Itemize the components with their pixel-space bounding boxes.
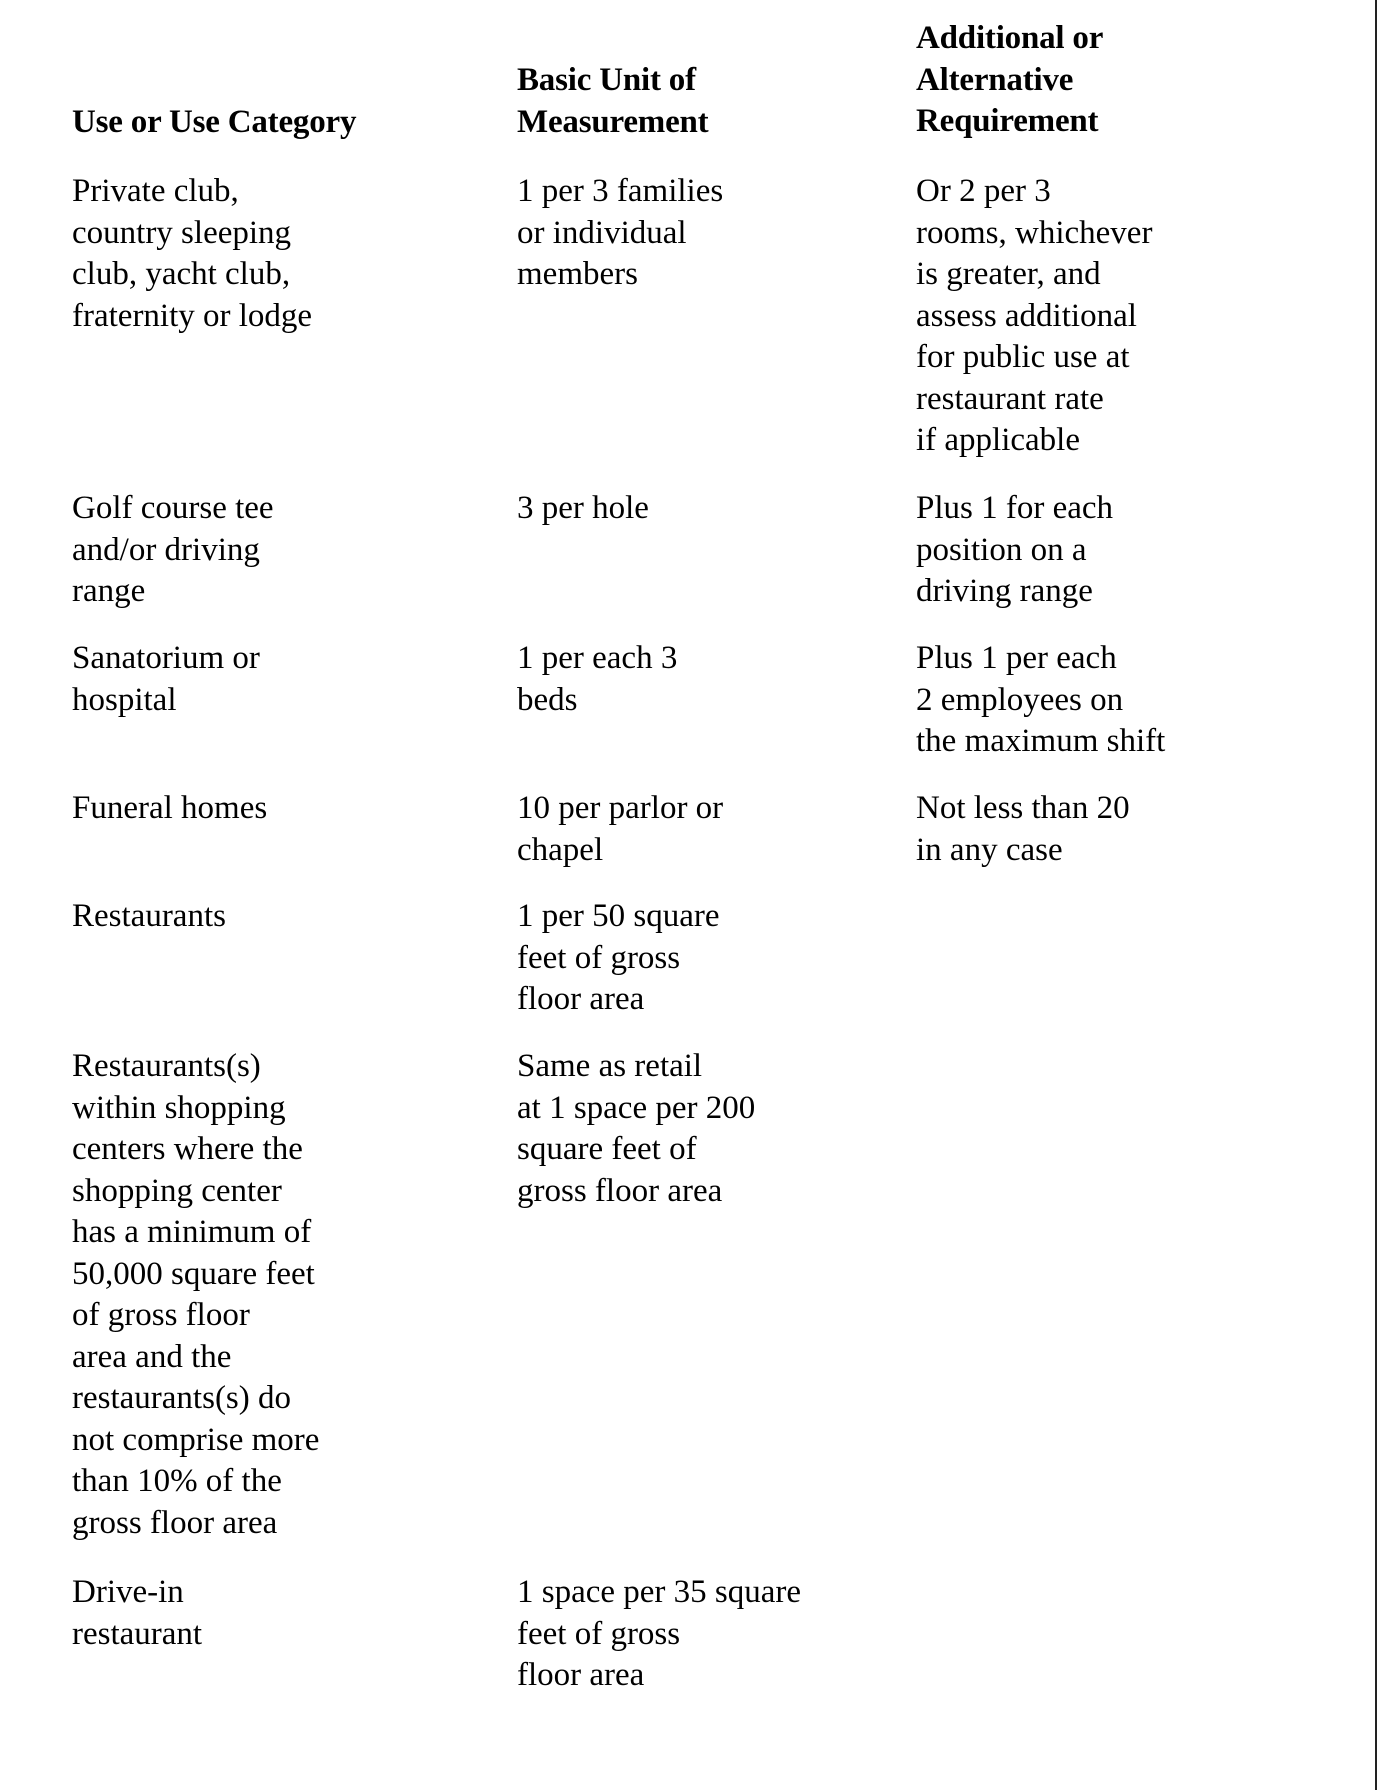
row-3-basic-unit: 1 per each 3 beds <box>517 640 678 718</box>
row-4-additional: Not less than 20 in any case <box>916 790 1130 868</box>
row-3-use: Sanatorium or hospital <box>72 640 260 718</box>
row-5-basic-unit: 1 per 50 square feet of gross floor area <box>517 898 720 1017</box>
row-3-additional: Plus 1 per each 2 employees on the maximum shift <box>916 640 1166 759</box>
row-7-basic-unit: 1 space per 35 square feet of gross floor area <box>517 1574 802 1693</box>
row-2-use: Golf course tee and/or driving range <box>72 490 274 609</box>
row-2-basic-unit: 3 per hole <box>517 490 649 526</box>
row-5-use: Restaurants <box>72 898 226 934</box>
header-additional-requirement: Additional or Alternative Requirement <box>916 20 1104 139</box>
header-use-category: Use or Use Category <box>72 104 357 140</box>
row-2-additional: Plus 1 for each position on a driving range <box>916 490 1114 609</box>
header-basic-unit: Basic Unit of Measurement <box>517 62 709 140</box>
row-6-use: Restaurants(s) within shopping centers where the shopping center has a minimum of 50,000 square feet of gross floor area and the restaurants(s) do not comprise more than 10% of the gross floor area <box>72 1048 320 1541</box>
row-7-use: Drive-in restaurant <box>72 1574 203 1652</box>
row-1-use: Private club, country sleeping club, yacht club, fraternity or lodge <box>72 173 313 334</box>
row-4-use: Funeral homes <box>72 790 268 826</box>
row-6-basic-unit: Same as retail at 1 space per 200 square feet of gross floor area <box>517 1048 756 1209</box>
row-1-additional: Or 2 per 3 rooms, whichever is greater, and assess additional for public use at restaurant rate if applicable <box>916 173 1153 458</box>
row-4-basic-unit: 10 per parlor or chapel <box>517 790 724 868</box>
row-1-basic-unit: 1 per 3 families or individual members <box>517 173 724 292</box>
